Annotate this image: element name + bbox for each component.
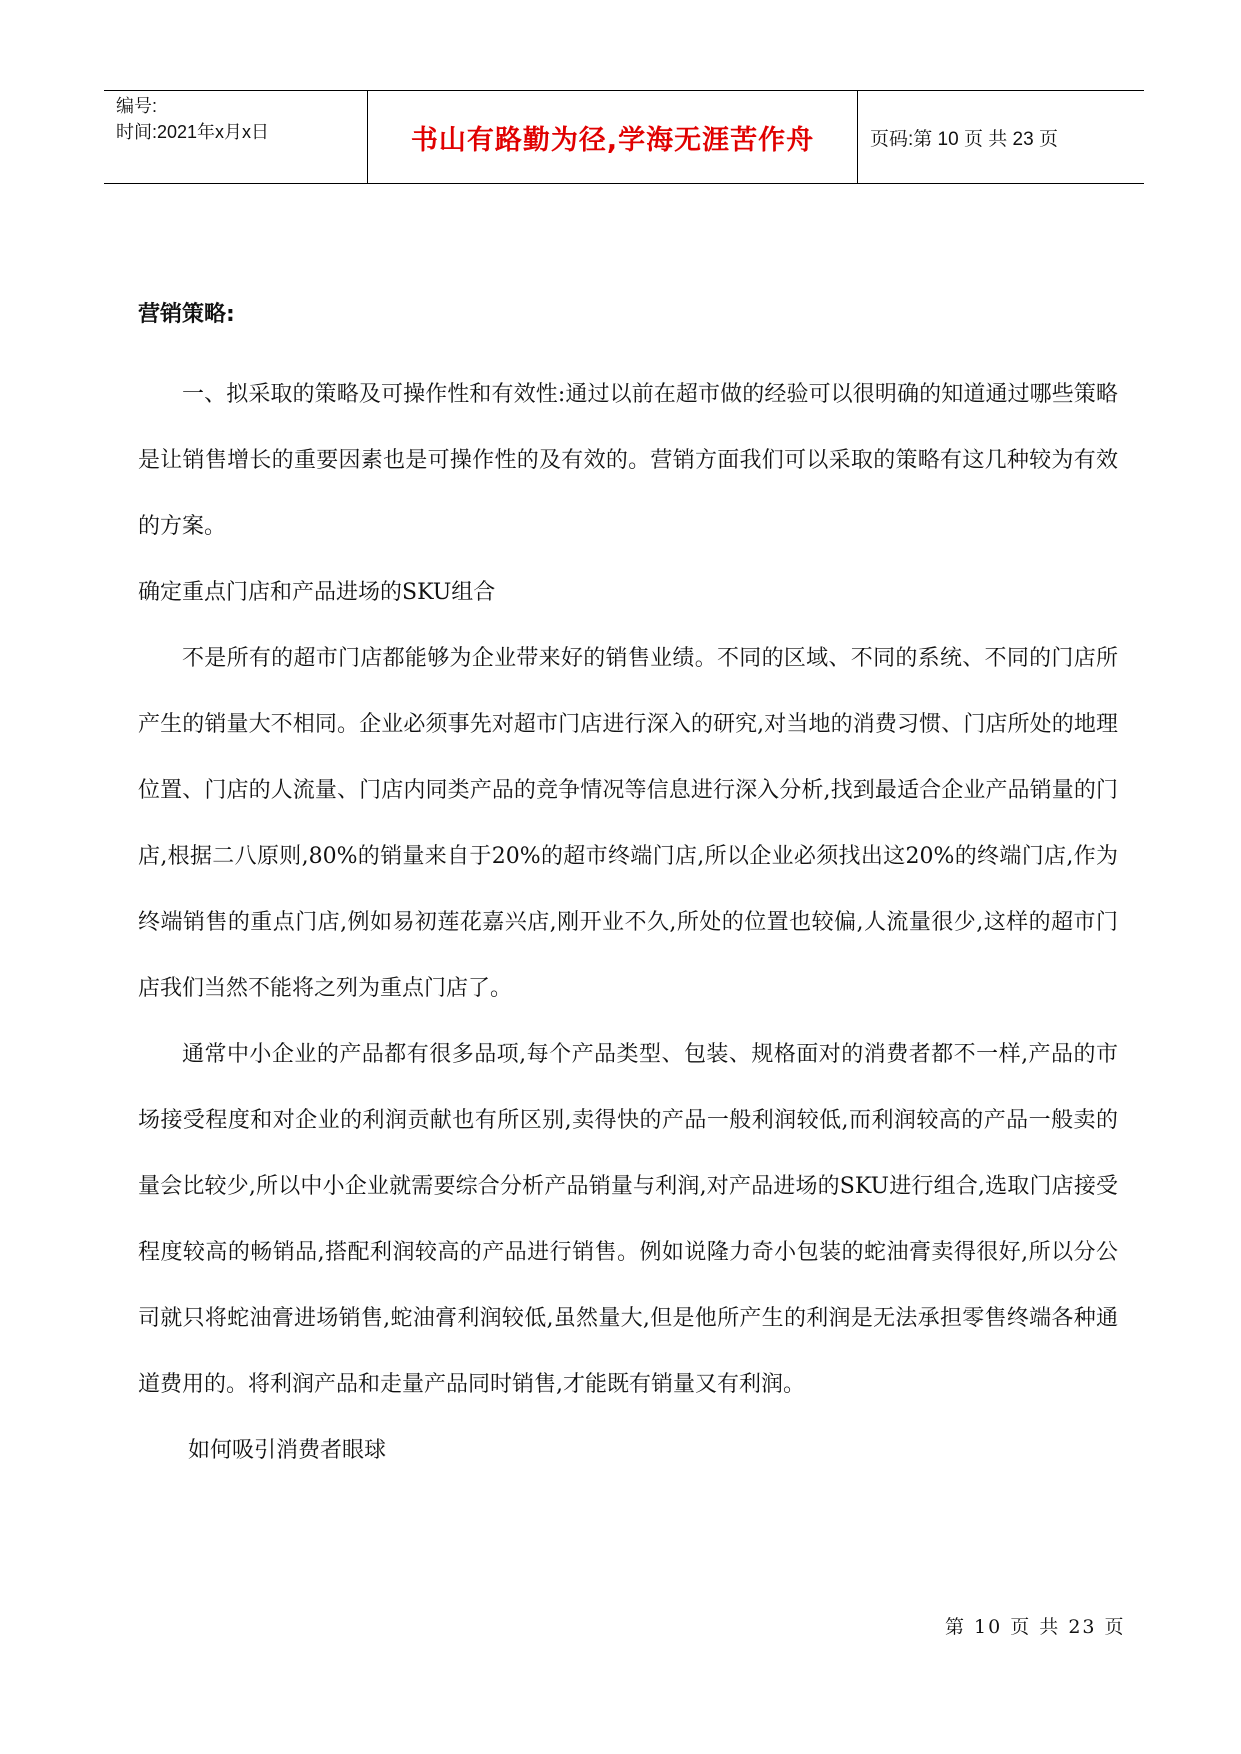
number-label: 编号: (116, 96, 158, 116)
page-info: 页码:第 10 页 共 23 页 (870, 128, 1058, 150)
intro-paragraph: 一、拟采取的策略及可操作性和有效性:通过以前在超市做的经验可以很明确的知道通过哪些策略是让销售增长的重要因素也是可操作性的及有效的。营销方面我们可以采取的策略有这几种较为有效的方案。 (138, 382, 1118, 539)
header-meta (104, 91, 368, 183)
header-page-info-cell (858, 91, 1144, 183)
subheading-sku: 确定重点门店和产品进场的SKU组合 (138, 580, 496, 605)
section-heading: 营销策略: (138, 302, 235, 327)
document-body (138, 300, 1118, 1484)
paragraph-sku-mix: 通常中小企业的产品都有很多品项,每个产品类型、包装、规格面对的消费者都不一样,产品的市场接受程度和对企业的利润贡献也有所区别,卖得快的产品一般利润较低,而利润较高的产品一般卖的量会比较少,所以中小企业就需要综合分析产品销量与利润,对产品进场的SKU进行组合,选取门店接受程度较高的畅销品,搭配利润较高的产品进行销售。例如说隆力奇小包装的蛇油膏卖得很好,所以分公司就只将蛇油膏进场销售,蛇油膏利润较低,虽然量大,但是他所产生的利润是无法承担零售终端各种通道费用的。将利润产品和走量产品同时销售,才能既有销量又有利润。 (138, 1042, 1118, 1397)
paragraph-key-stores: 不是所有的超市门店都能够为企业带来好的销售业绩。不同的区域、不同的系统、不同的门店所产生的销量大不相同。企业必须事先对超市门店进行深入的研究,对当地的消费习惯、门店所处的地理位置、门店的人流量、门店内同类产品的竞争情况等信息进行深入分析,找到最适合企业产品销量的门店,根据二八原则,80%的销量来自于20%的超市终端门店,所以企业必须找出这20%的终端门店,作为终端销售的重点门店,例如易初莲花嘉兴店,刚开业不久,所处的位置也较偏,人流量很少,这样的超市门店我们当然不能将之列为重点门店了。 (138, 646, 1118, 1001)
motto-text: 书山有路勤为径,学海无涯苦作舟 (410, 124, 815, 156)
page-footer: 第 10 页 共 23 页 (945, 1616, 1126, 1638)
page-header (104, 90, 1144, 184)
header-motto-cell (368, 91, 858, 183)
time-label: 时间:2021年x月x日 (116, 122, 270, 142)
subheading-attract: 如何吸引消费者眼球 (188, 1438, 387, 1463)
